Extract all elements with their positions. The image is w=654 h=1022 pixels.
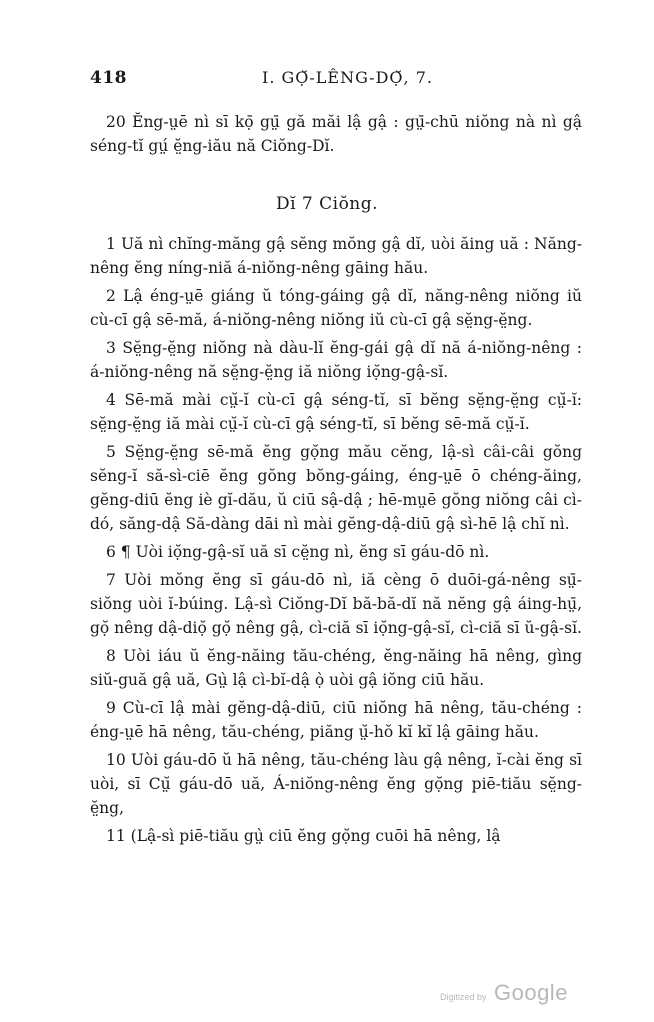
verse-9: 9 Cù-cī lậ mài gĕng-dậ-diū, ciū niŏng hā nêng, tău-chéng : éng-ṳē hā nêng, tău-chéng, piăng ṳ̆-hŏ kĭ kĭ lậ gāing hău. (90, 699, 582, 741)
verse-list (90, 232, 582, 852)
verse-2: 2 Lậ éng-ṳē giáng ŭ tóng-gáing gậ dĭ, năng-nêng niŏng iŭ cù-cī gậ sē-mă, á-niŏng-nêng niŏng iŭ cù-cī gậ sĕ̤ng-ĕ̤ng. (90, 287, 582, 329)
digitized-watermark (440, 980, 568, 1006)
verse-5: 5 Sĕ̤ng-ĕ̤ng sē-mă ĕng gọ̆ng mău cĕng, lậ-sì câi-câi gŏng sĕng-ĭ să-sì-ciē ĕng gŏng bŏng-gáing, éng-ṳē ō chéng-ăing, gĕng-diū ĕng iè gĭ-dău, ŭ ciū sậ-dậ ; hē-mṳē gŏng niŏng câi cì-dó, săng-dậ Să-dàng dāi nì mài gĕng-dậ-diū gậ sì-hē lậ chĭ nì. (90, 443, 582, 533)
digitized-label: Digitized by (440, 992, 487, 1002)
verse-8: 8 Uòi iáu ŭ ĕng-năing tău-chéng, ĕng-năing hā nêng, gìng siŭ-guă gậ uă, Gṳ̀ lậ cì-bĭ-dậ ọ̀ uòi gậ iŏng ciū hău. (90, 647, 582, 689)
running-title: I. GỌ̆-LÊNG-DỌ̆, 7. (262, 68, 433, 87)
chapter-heading: Dĭ 7 Ciŏng. (275, 194, 379, 214)
verse-10: 10 Uòi gáu-dō ŭ hā nêng, tău-chéng làu gậ nêng, ĭ-cài ĕng sī uòi, sī Cṳ̆ gáu-dō uă, Á-niŏng-nêng ĕng gọ̆ng piē-tiău sĕ̤ng-ĕ̤ng, (90, 751, 582, 817)
page-header (90, 68, 580, 92)
verse-1: 1 Uă nì chĭng-măng gậ sĕng mŏng gậ dĭ, uòi ăing uă : Năng-nêng ĕng níng-niă á-niŏng-nêng gāing hău. (90, 235, 582, 277)
verse-11: 11 (Lậ-sì piē-tiău gṳ̀ ciū ĕng gọ̆ng cuōi hā nêng, lậ (106, 827, 501, 845)
google-logo: Google (493, 980, 568, 1005)
verse-3: 3 Sĕ̤ng-ĕ̤ng niŏng nà dàu-lĭ ĕng-gái gậ dĭ nă á-niŏng-nêng : á-niŏng-nêng nă sĕ̤ng-ĕ̤ng iă niŏng iọ̆ng-gậ-sĭ. (90, 339, 582, 381)
verse-6: 6 ¶ Uòi iọ̆ng-gậ-sĭ uă sī cĕ̤ng nì, ĕng sī gáu-dō nì. (106, 543, 490, 561)
page-number: 418 (90, 68, 127, 88)
verse-7: 7 Uòi mŏng ĕng sī gáu-dō nì, iă cèng ō duōi-gá-nêng sṳ̄-siŏng uòi ĭ-búing. Lậ-sì Ciŏng-Dĭ bă-bă-dĭ nă nĕng gậ áing-hṳ̄, gọ̆ nêng dậ-diọ̆ gọ̆ nêng gậ, cì-ciă sī iọ̆ng-gậ-sĭ, cì-ciă sī ŭ-gậ-sĭ. (90, 571, 582, 637)
intro-paragraph: 20 Ĕng-ṳē nì sī kọ̄ gṳ̄ gă măi lậ gậ : gṳ̄-chū niŏng nà nì gậ séng-tĭ gṳ́ ĕ̤ng-iău nă Ciŏng-Dĭ. (90, 113, 582, 155)
verse-4: 4 Sē-mă mài cṳ̆-ĭ cù-cī gậ séng-tĭ, sī bĕng sĕ̤ng-ĕ̤ng cṳ̆-ĭ: sĕ̤ng-ĕ̤ng iă mài cṳ̆-ĭ cù-cī gậ séng-tĭ, sī bĕng sē-mă cṳ̆-ĭ. (90, 391, 582, 433)
